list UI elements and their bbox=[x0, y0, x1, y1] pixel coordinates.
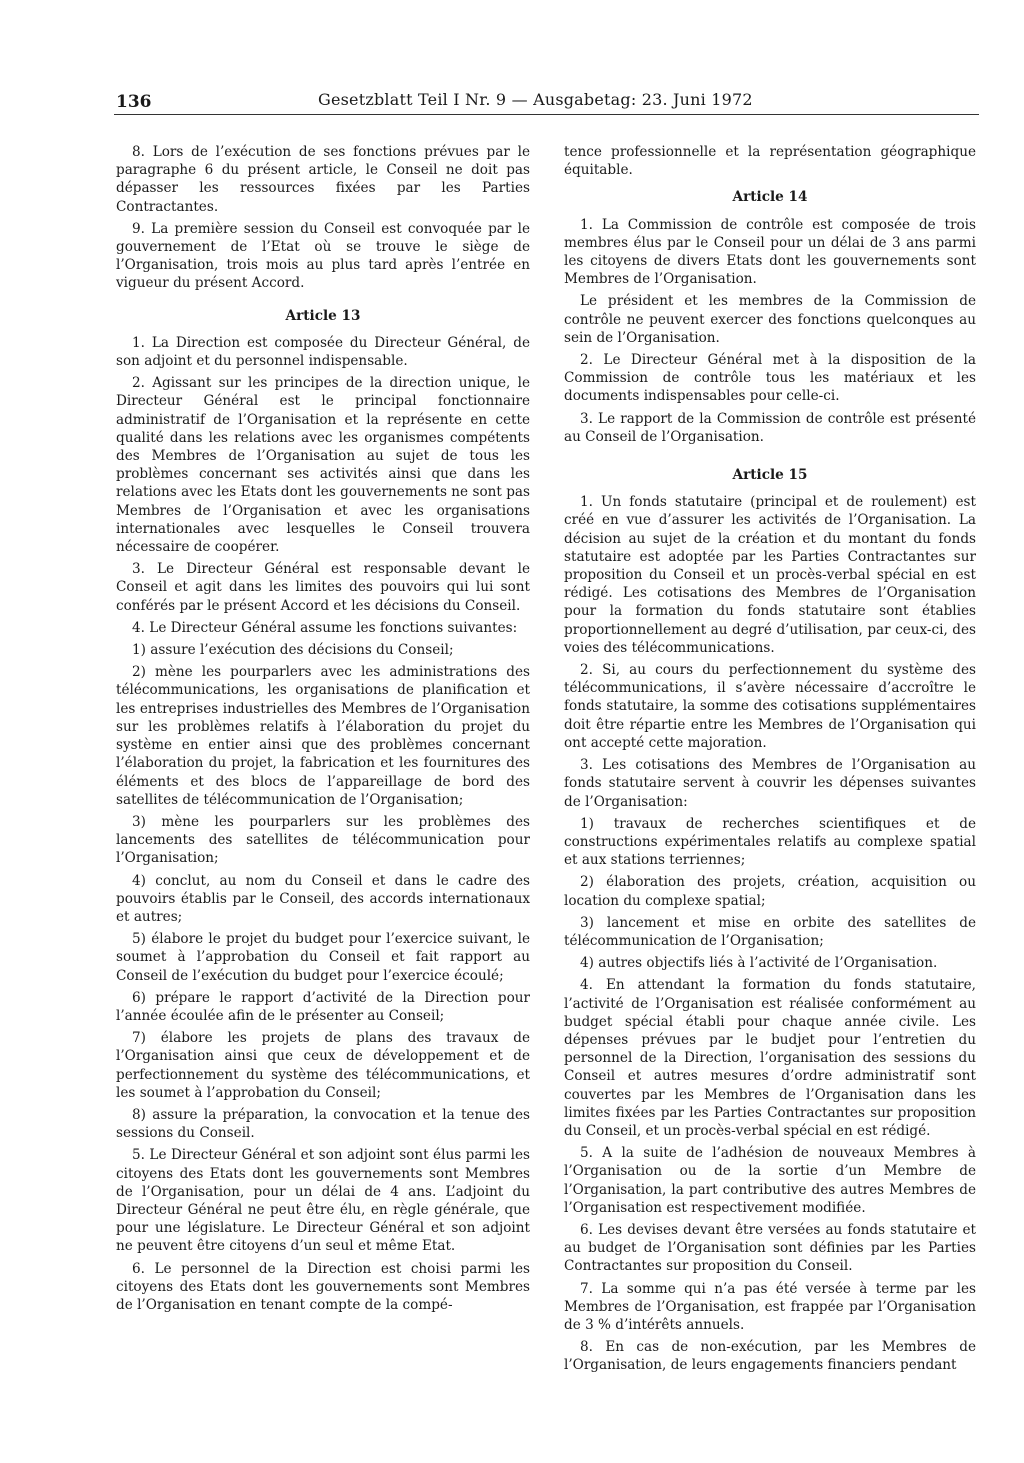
article-heading: Article 14 bbox=[732, 189, 808, 206]
list-item: 4) autres objectifs liés à l’activité de l’Organisation. bbox=[580, 955, 938, 972]
page-number: 136 bbox=[116, 92, 152, 112]
paragraph: 7. La somme qui n’a pas été versée à terme par les Membres de l’Organisation, est frappée par l’Organisation de 3 % d’intérêts annuels. bbox=[564, 1280, 976, 1333]
list-item: 8) assure la préparation, la convocation et la tenue des sessions du Conseil. bbox=[116, 1106, 530, 1142]
paragraph: 9. La première session du Conseil est convoquée par le gouvernement de l’Etat où se trouve le siège de l’Organisation, trois mois au plus tard après l’entrée en vigueur du présent Accord. bbox=[116, 220, 530, 292]
paragraph: 1. La Direction est composée du Directeur Général, de son adjoint et du personnel indispensable. bbox=[116, 334, 530, 370]
paragraph: 2. Agissant sur les principes de la direction unique, le Directeur Général est le principal fonctionnaire administratif de l’Organisation et la représente en cette qualité dans les relations avec les organismes compétents des Membres de l’Organisation au sujet de tous les problèmes concernant ses activités ainsi que dans les relations avec les Etats dont les gouvernements ne sont pas Membres de l’Organisation et avec les organisations internationales avec lesquelles le Conseil trouvera nécessaire de coopérer. bbox=[116, 375, 530, 556]
header-rule bbox=[114, 114, 979, 115]
paragraph: 4. Le Directeur Général assume les fonctions suivantes: bbox=[132, 619, 518, 636]
paragraph: 8. Lors de l’exécution de ses fonctions prévues par le paragraphe 6 du présent article, le Conseil ne doit pas dépasser les ressources fixées par les Parties Contractantes. bbox=[116, 144, 530, 215]
paragraph: 3. Les cotisations des Membres de l’Organisation au fonds statutaire servent à couvrir les dépenses suivantes de l’Organisation: bbox=[564, 757, 976, 810]
article-heading: Article 13 bbox=[285, 307, 361, 324]
paragraph: 5. A la suite de l’adhésion de nouveaux Membres à l’Organisation ou de la sortie d’un Membre de l’Organisation, la part contributive des autres Membres de l’Organisation est respectivement modifiée. bbox=[564, 1145, 976, 1216]
list-item: 6) prépare le rapport d’activité de la Direction pour l’année écoulée afin de le présenter au Conseil; bbox=[116, 989, 530, 1024]
paragraph: 1. La Commission de contrôle est composée de trois membres élus par le Conseil pour un délai de 3 ans parmi les citoyens de divers Etats dont les gouvernements sont Membres de l’Organisation. bbox=[564, 216, 976, 288]
list-item: 3) lancement et mise en orbite des satellites de télécommunication de l’Organisation; bbox=[564, 914, 976, 949]
paragraph: 5. Le Directeur Général et son adjoint sont élus parmi les citoyens des Etats dont les gouvernements sont Membres de l’Organisation, pour un délai de 4 ans. L’adjoint du Directeur Général ne peut être élu, en règle générale, que pour une législature. Le Directeur Général et son adjoint ne peuvent être citoyens d’un seul et même Etat. bbox=[116, 1147, 530, 1255]
right-column bbox=[564, 143, 976, 1379]
paragraph-continuation: tence professionnelle et la représentation géographique équitable. bbox=[564, 144, 976, 179]
paragraph: 6. Les devises devant être versées au fonds statutaire et au budget de l’Organisation sont définies par les Parties Contractantes sur proposition du Conseil. bbox=[564, 1221, 976, 1275]
paragraph: 8. En cas de non-exécution, par les Membres de l’Organisation, de leurs engagements financiers pendant bbox=[564, 1339, 976, 1374]
list-item: 2) élaboration des projets, création, acquisition ou location du complexe spatial; bbox=[564, 874, 976, 909]
paragraph: 3. Le rapport de la Commission de contrôle est présenté au Conseil de l’Organisation. bbox=[564, 410, 976, 445]
list-item: 7) élabore les projets de plans des travaux de l’Organisation ainsi que ceux de développement et de perfectionnement du système des télécommunications, et les soumet à l’approbation du Conseil; bbox=[116, 1030, 530, 1101]
paragraph: 1. Un fonds statutaire (principal et de roulement) est créé en vue d’assurer les activités de l’Organisation. La décision au sujet de la création et du montant du fonds statutaire est adoptée par les Parties Contractantes sur proposition du Conseil et un procès-verbal spécial en est rédigé. Les cotisations des Membres de l’Organisation pour la formation du fonds statutaire sont établies proportionnellement au degré d’utilisation, par ceux-ci, des voies des télécommunications. bbox=[564, 494, 976, 656]
list-item: 1) travaux de recherches scientifiques et de constructions expérimentales relatifs au complexe spatial et aux stations terriennes; bbox=[564, 815, 976, 869]
left-column bbox=[116, 143, 530, 1318]
paragraph: 2. Le Directeur Général met à la disposition de la Commission de contrôle tous les matériaux et les documents indispensables pour celle-ci. bbox=[564, 352, 976, 405]
paragraph: Le président et les membres de la Commission de contrôle ne peuvent exercer des fonctions quelconques au sein de l’Organisation. bbox=[564, 293, 976, 346]
list-item: 2) mène les pourparlers avec les administrations des télécommunications, les organisations de planification et les entreprises industrielles des Membres de l’Organisation sur les problèmes relatifs à l’élaboration du projet du système en entier ainsi que des problèmes concernant l’élaboration du projet, la fabrication et les fournitures des éléments et des blocs de l’appareillage de bord des satellites de télécommunication de l’Organisation; bbox=[116, 664, 530, 808]
paragraph: 6. Le personnel de la Direction est choisi parmi les citoyens des Etats dont les gouvernements sont Membres de l’Organisation en tenant compte de la compé- bbox=[116, 1260, 530, 1313]
list-item: 5) élabore le projet du budget pour l’exercice suivant, le soumet à l’approbation du Conseil et fait rapport au Conseil de l’exécution du budget pour l’exercice écoulé; bbox=[116, 931, 530, 984]
list-item: 1) assure l’exécution des décisions du Conseil; bbox=[132, 642, 454, 659]
list-item: 4) conclut, au nom du Conseil et dans le cadre des pouvoirs établis par le Conseil, des accords internationaux et autres; bbox=[116, 872, 530, 925]
paragraph: 3. Le Directeur Général est responsable devant le Conseil et agit dans les limites des pouvoirs qui lui sont conférés par le présent Accord et les décisions du Conseil. bbox=[116, 561, 530, 614]
list-item: 3) mène les pourparlers sur les problèmes des lancements des satellites de télécommunication pour l’Organisation; bbox=[116, 813, 530, 867]
running-title: Gesetzblatt Teil I Nr. 9 — Ausgabetag: 23. Juni 1972 bbox=[318, 90, 753, 109]
paragraph: 4. En attendant la formation du fonds statutaire, l’activité de l’Organisation est réalisée conformément au budget spécial établi pour chaque année civile. Les dépenses prévues par le budjet pour l’entretien du personnel de la Direction, l’organisation des sessions du Conseil et autres mesures d’ordre administratif sont couvertes par les Membres de l’Organisation dans les limites fixées par les Parties Contractantes sur proposition du Conseil, et un procès-verbal spécial en est rédigé. bbox=[564, 977, 976, 1139]
paragraph: 2. Si, au cours du perfectionnement du système des télécommunications, il s’avère nécessaire d’accroître le fonds statutaire, la somme des cotisations supplémentaires doit être répartie entre les Membres de l’Organisation qui ont accepté cette majoration. bbox=[564, 662, 976, 751]
article-heading: Article 15 bbox=[732, 467, 808, 484]
